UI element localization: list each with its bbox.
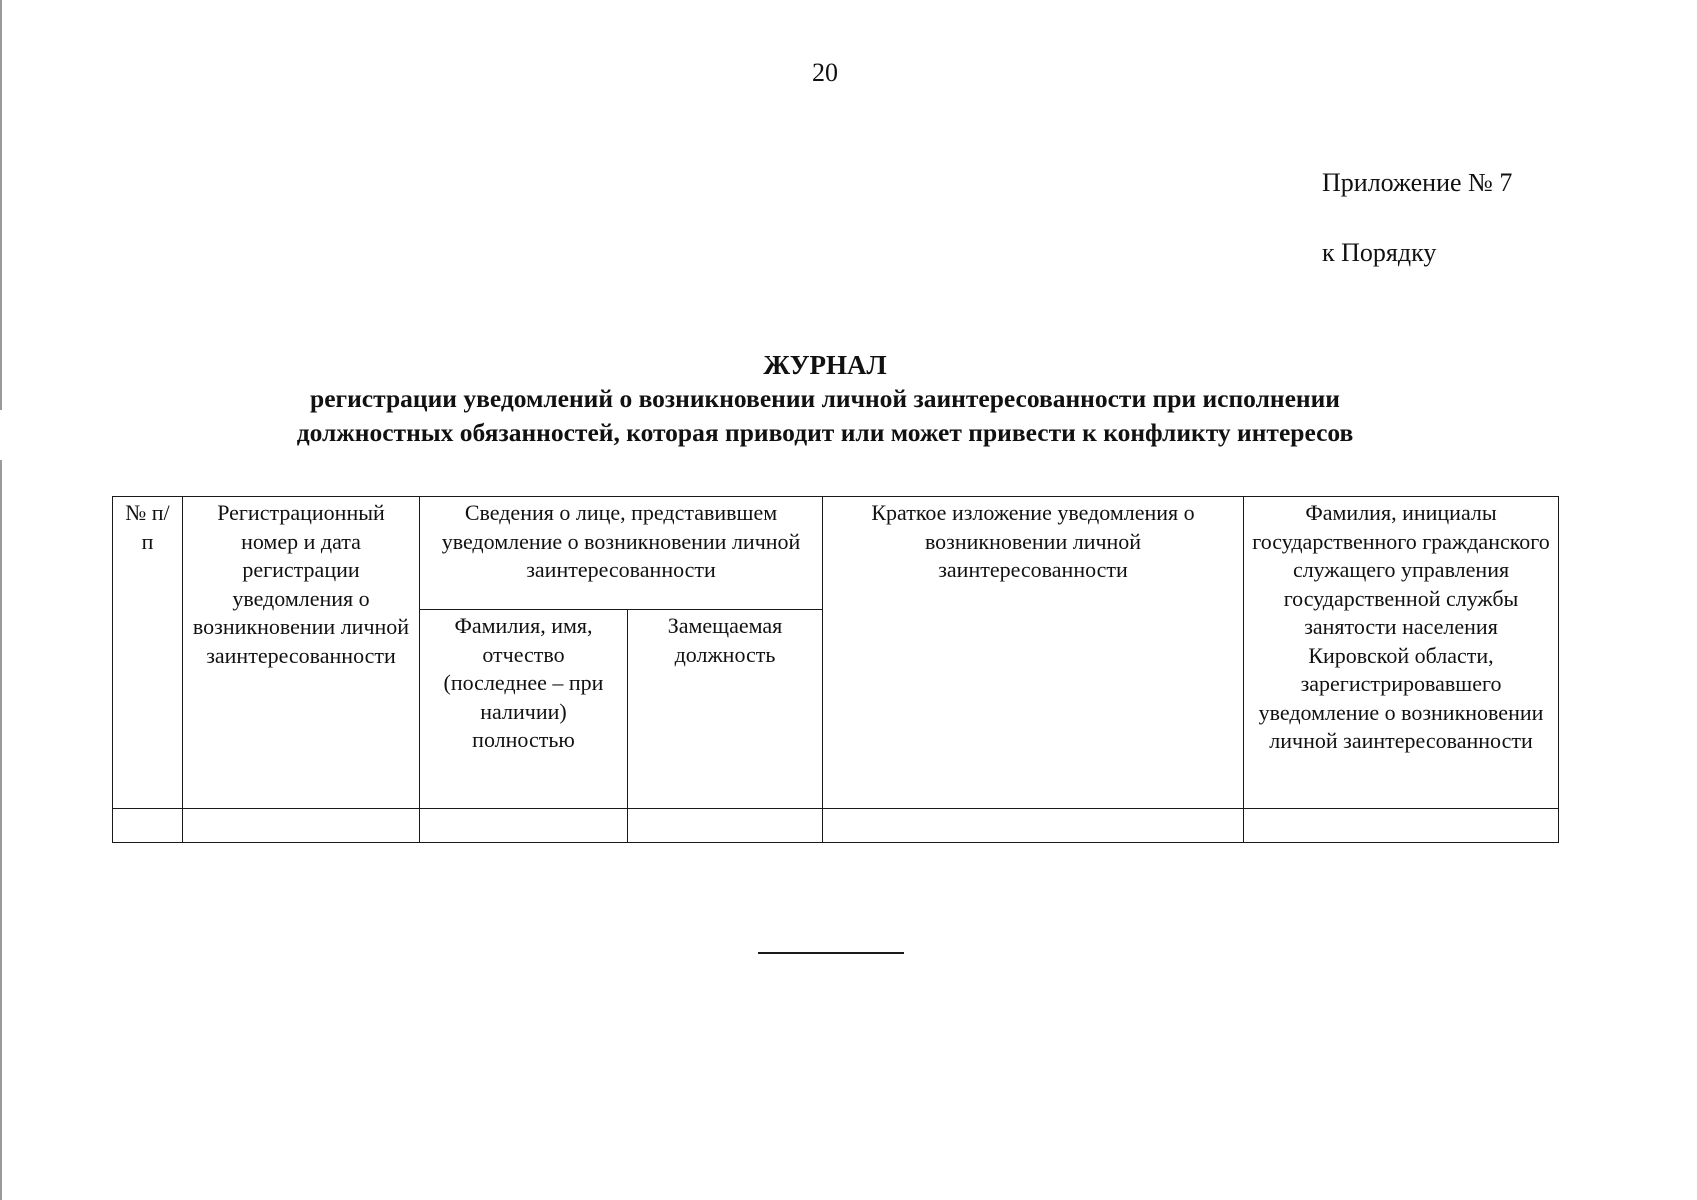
header-number: № п/п [113, 497, 183, 809]
table-cell [1244, 809, 1559, 843]
header-person-position: Замещаемая должность [628, 610, 823, 809]
title-heading: ЖУРНАЛ [763, 350, 887, 380]
journal-table [112, 496, 1559, 843]
appendix-reference: к Порядку [1322, 238, 1437, 267]
table-row [113, 809, 1559, 843]
appendix-number: Приложение № 7 [1322, 168, 1513, 197]
header-registration: Регистрационный номер и дата регистрации уведомления о возникновении личной заинтересованности [183, 497, 420, 809]
page-number: 20 [812, 58, 838, 87]
table-cell [113, 809, 183, 843]
header-person-name: Фамилия, имя, отчество (последнее – при наличии) полностью [420, 610, 628, 809]
table-cell [823, 809, 1244, 843]
title-line: регистрации уведомлений о возникновении личной заинтересованности при исполнении [310, 384, 1340, 413]
table-cell [183, 809, 420, 843]
document-title [180, 348, 1470, 450]
table-cell [420, 809, 628, 843]
title-line: должностных обязанностей, которая приводит или может привести к конфликту интересов [296, 418, 1354, 447]
end-rule [758, 952, 904, 954]
table-cell [628, 809, 823, 843]
header-person-info: Сведения о лице, представившем уведомление о возникновении личной заинтересованности [420, 497, 823, 610]
header-summary: Краткое изложение уведомления о возникновении личной заинтересованности [823, 497, 1244, 809]
scan-edge [0, 460, 2, 1200]
header-registrar: Фамилия, инициалы государственного гражданского служащего управления государственной службы занятости населения Кировской области, зарегистрировавшего уведомление о возникновении личной заинтересованности [1244, 497, 1559, 809]
